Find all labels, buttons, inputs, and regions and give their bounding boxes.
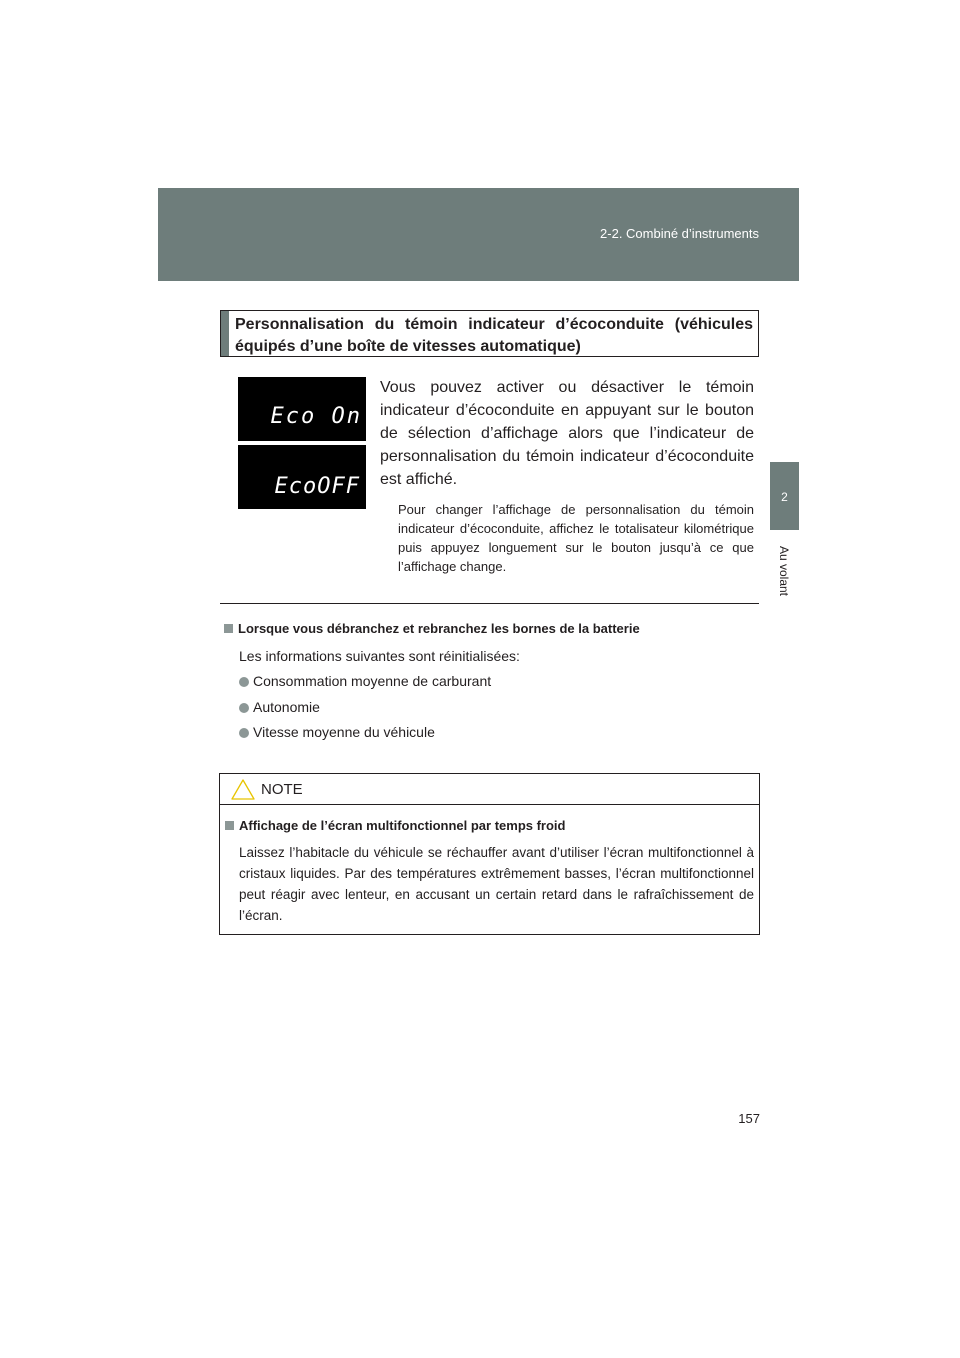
round-bullet-icon [239,677,249,687]
section-divider [220,603,759,604]
list-item-text: Consommation moyenne de carburant [253,673,492,689]
eco-on-display-text: Eco On [270,404,362,429]
eco-on-display [238,377,366,441]
main-paragraph: Vous pouvez activer ou désactiver le témoin indicateur d’écoconduite en appuyant sur le bouton de sélection d’affichage alors que l’indicateur de personnalisation du témoin indicateur d’écoconduite est affiché. [380,379,754,488]
eco-on-display-graphic [238,377,366,441]
warning-triangle-icon [231,779,255,800]
eco-off-display [238,445,366,509]
note-text: Laissez l’habitacle du véhicule se réchauffer avant d’utiliser l’écran multifonctionnel à cristaux liquides. Par des températures extrêmement basses, l’écran multifonctionnel peut réagir avec lenteur, en accusant un certain retard dans le rafraîchissement de l’écran. [239,845,754,923]
header-section-title: 2-2. Combiné d’instruments [600,226,759,241]
sub-paragraph: Pour changer l’affichage de personnalisation du témoin indicateur d’écoconduite, affichez le totalisateur kilométrique puis appuyez longuement sur le bouton jusqu’à ce que l’affichage change. [398,502,754,574]
battery-note-intro: Les informations suivantes sont réinitialisées: [239,648,520,664]
list-item [239,724,435,740]
battery-note-heading: Lorsque vous débranchez et rebranchez les bornes de la batterie [238,621,640,636]
section-title-box [220,310,759,357]
chapter-number: 2 [781,490,788,504]
chapter-label: Au volant [777,545,791,597]
round-bullet-icon [239,703,249,713]
eco-off-display-text: EcoOFF [274,474,360,499]
list-item-text: Vitesse moyenne du véhicule [253,724,435,740]
list-item-text: Autonomie [253,699,320,715]
section-title: Personnalisation du témoin indicateur d’écoconduite (véhicules équipés d’une boîte de vitesses automatique) [235,316,753,355]
round-bullet-icon [239,728,249,738]
battery-note-heading-row [224,621,640,636]
square-bullet-icon [225,821,234,830]
section-title-accent-bar [221,311,229,356]
eco-off-display-graphic [238,445,366,509]
chapter-tab [770,462,799,530]
note-box [219,773,760,935]
note-heading: Affichage de l’écran multifonctionnel par temps froid [239,818,566,833]
header-band [158,188,799,281]
list-item [239,673,491,689]
list-item [239,699,320,715]
note-heading-row [225,818,566,833]
page-number: 157 [738,1111,760,1126]
chapter-label-container [772,540,796,602]
note-header [220,774,759,805]
note-label: NOTE [261,781,303,798]
square-bullet-icon [224,624,233,633]
